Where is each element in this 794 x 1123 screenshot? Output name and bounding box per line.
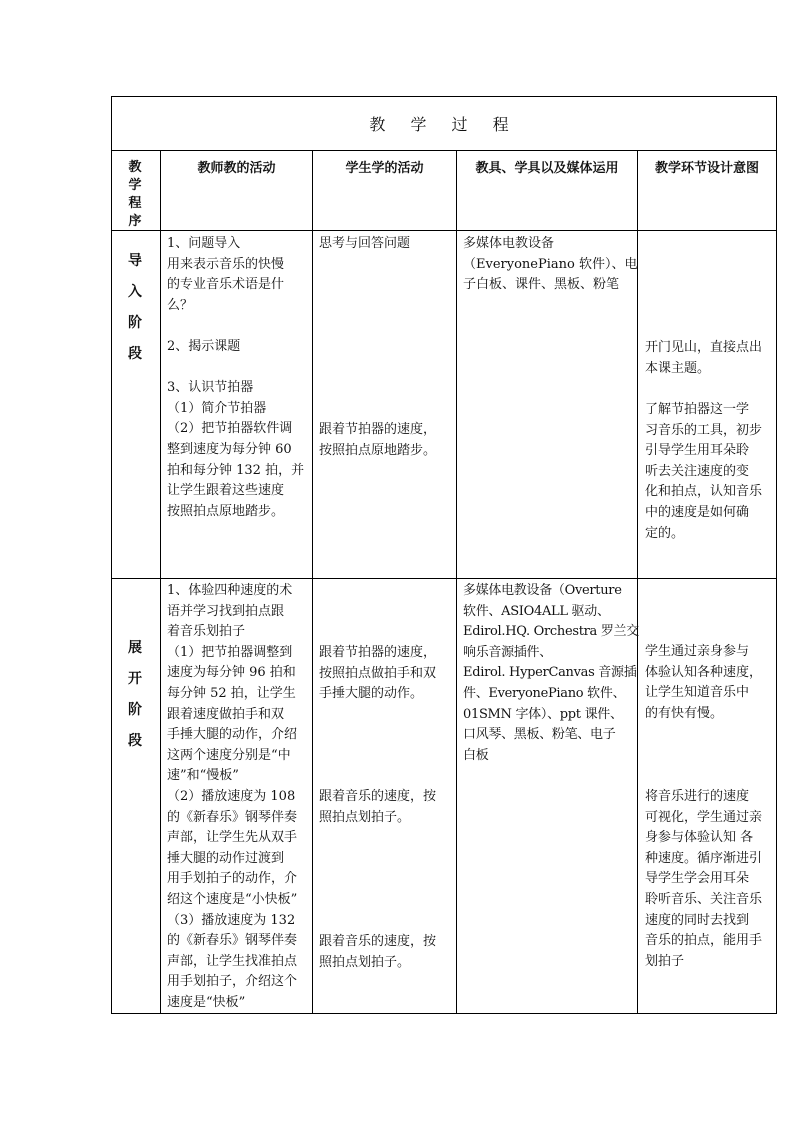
header-media: 教具、学具以及媒体运用 [475, 161, 619, 176]
col-divider [312, 151, 313, 1013]
header-teacher: 教师教的活动 [197, 161, 276, 176]
header-student: 学生学的活动 [345, 161, 424, 176]
header-program: 教 学 程 序 [128, 160, 142, 229]
intent-development-a: 学生通过亲身参与 体验认知各种速度， 让学生知道音乐中 的有快有慢。 [645, 644, 763, 721]
row-divider [112, 578, 776, 579]
media-intro: 多媒体电教设备 （EveryonePiano 软件）、电 子白板、课件、黑板、粉笔 [463, 236, 638, 293]
teacher-activity-development: 1、体验四种速度的术 语并学习找到拍点跟 着音乐划拍子 （1）把节拍器调整到 速度为每分钟 96 拍和 每分钟 52 拍，让学生 跟着速度做拍手和双 手捶大腿的动作，介绍 这两个速度分别是“中 速”和“慢板” （2）播放速度为 108 的《新春乐》钢琴伴奏 声部，让学生先从双手 捶大腿的动作过渡到 用手划拍子的动作，介 绍这个速度是“小快板” （3）播放速度为 132 的《新春乐》钢琴伴奏 声部，让学生找准拍点 用手划拍子，介绍这个 速度是“快板” [167, 583, 298, 1010]
student-activity-development-a: 跟着节拍器的速度， 按照拍点做拍手和双 手捶大腿的动作。 [319, 645, 437, 702]
student-activity-intro-a: 思考与回答问题 [319, 236, 411, 251]
intent-development-b: 将音乐进行的速度 可视化，学生通过亲 身参与体验认知 各 种速度。循序渐进引 导学生学会用耳朵 聆听音乐、关注音乐 速度的同时去找到 音乐的拍点，能用手 划拍子 [645, 789, 763, 969]
stage-intro: 导 入 阶 段 [128, 253, 142, 362]
col-divider [456, 151, 457, 1013]
intent-intro-a: 开门见山，直接点出 本课主题。 [645, 340, 763, 376]
student-activity-development-b: 跟着音乐的速度，按 照拍点划拍子。 [319, 789, 437, 825]
stage-development: 展 开 阶 段 [128, 640, 142, 749]
row-divider [112, 230, 776, 231]
table-title: 教 学 过 程 [112, 97, 776, 151]
student-activity-intro-b: 跟着节拍器的速度， 按照拍点原地踏步。 [319, 422, 437, 458]
teaching-process-table [111, 96, 777, 1014]
col-divider [160, 151, 161, 1013]
student-activity-development-c: 跟着音乐的速度，按 照拍点划拍子。 [319, 934, 437, 970]
teacher-activity-intro: 1、问题导入 用来表示音乐的快慢 的专业音乐术语是什 么？ 2、揭示课题 3、认识节拍器 （1）简介节拍器 （2）把节拍器软件调 整到速度为每分钟 60 拍和每分钟 132 拍，并 让学生跟着这些速度 按照拍点原地踏步。 [167, 236, 305, 519]
intent-intro-b: 了解节拍器这一学 习音乐的工具，初步 引导学生用耳朵聆 听去关注速度的变 化和拍点，认知音乐 中的速度是如何确 定的。 [645, 402, 763, 541]
media-development: 多媒体电教设备（Overture 软件、ASIO4ALL 驱动、 Edirol.HQ. Orchestra 罗兰交 响乐音源插件、 Edirol. HyperCanvas 音源插 件、EveryonePiano 软件、 01SMN 字体）、ppt 课件、 口风琴、黑板、粉笔、电子 白板 [463, 583, 639, 763]
header-intent: 教学环节设计意图 [654, 161, 759, 176]
